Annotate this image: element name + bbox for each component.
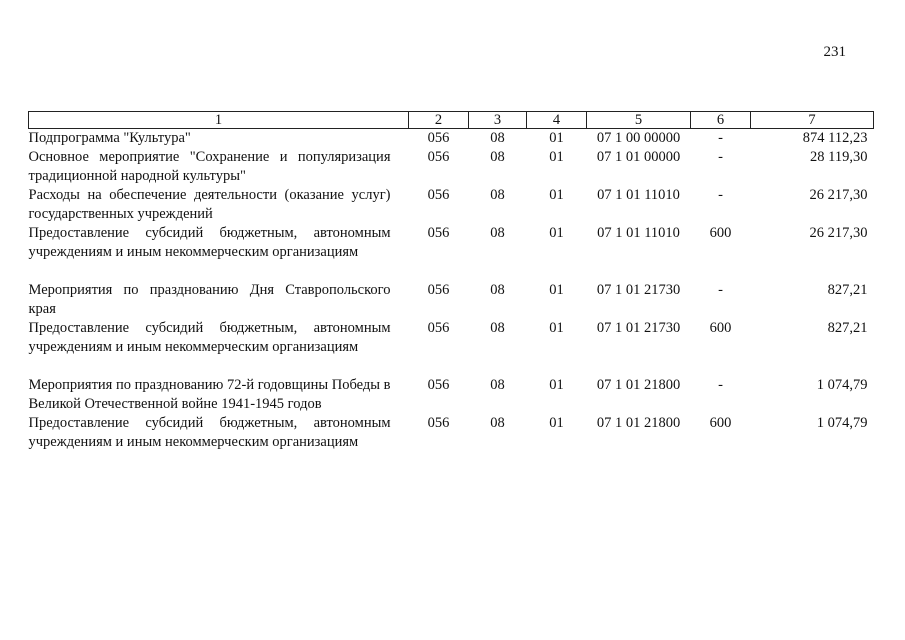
row-spacer	[29, 357, 874, 376]
row-section: 08	[490, 320, 505, 336]
row-subsection: 01	[549, 187, 564, 203]
row-section: 08	[490, 187, 505, 203]
table-row	[29, 376, 874, 414]
row-subsection: 01	[549, 377, 564, 393]
row-expense-type: -	[718, 130, 723, 146]
column-header-4: 4	[527, 112, 587, 129]
table-row	[29, 186, 874, 224]
row-subsection: 01	[549, 225, 564, 241]
row-target: 07 1 01 21800	[596, 415, 681, 431]
row-subsection: 01	[549, 130, 564, 146]
row-ministry: 056	[427, 377, 450, 393]
row-section: 08	[490, 225, 505, 241]
row-section: 08	[490, 282, 505, 298]
row-ministry: 056	[427, 187, 450, 203]
row-name: Предоставление субсидий бюджетным, автономным учреждениям и иным некоммерческим организациям	[28, 415, 391, 450]
row-amount: 26 217,30	[809, 187, 868, 203]
row-spacer	[29, 262, 874, 281]
row-expense-type: -	[718, 187, 723, 203]
row-expense-type: 600	[709, 320, 732, 336]
row-target: 07 1 01 21800	[596, 377, 681, 393]
column-header-1: 1	[29, 112, 409, 129]
row-expense-type: 600	[709, 415, 732, 431]
row-ministry: 056	[427, 282, 450, 298]
row-amount: 1 074,79	[816, 377, 868, 393]
row-name: Мероприятия по празднованию Дня Ставропольского края	[28, 282, 391, 317]
row-amount: 874 112,23	[802, 130, 868, 146]
row-ministry: 056	[427, 320, 450, 336]
row-amount: 827,21	[827, 320, 868, 336]
row-section: 08	[490, 149, 505, 165]
table-row	[29, 414, 874, 452]
row-subsection: 01	[549, 415, 564, 431]
row-subsection: 01	[549, 320, 564, 336]
row-name: Основное мероприятие "Сохранение и популяризация традиционной народной культуры"	[28, 149, 391, 184]
row-subsection: 01	[549, 149, 564, 165]
table-row	[29, 319, 874, 357]
row-name: Мероприятия по празднованию 72-й годовщины Победы в Великой Отечественной войне 1941-1945 годов	[28, 377, 391, 412]
row-target: 07 1 01 21730	[596, 282, 681, 298]
row-expense-type: 600	[709, 225, 732, 241]
row-name: Расходы на обеспечение деятельности (оказание услуг) государственных учреждений	[28, 187, 391, 222]
budget-table	[28, 111, 874, 452]
column-header-2: 2	[409, 112, 469, 129]
row-target: 07 1 01 11010	[597, 225, 680, 241]
row-section: 08	[490, 377, 505, 393]
row-amount: 26 217,30	[809, 225, 868, 241]
row-ministry: 056	[427, 130, 450, 146]
row-expense-type: -	[718, 282, 723, 298]
row-section: 08	[490, 415, 505, 431]
table-row	[29, 224, 874, 262]
row-ministry: 056	[427, 415, 450, 431]
row-subsection: 01	[549, 282, 564, 298]
row-amount: 1 074,79	[816, 415, 868, 431]
row-amount: 28 119,30	[810, 149, 868, 165]
column-header-5: 5	[587, 112, 691, 129]
table-row	[29, 281, 874, 319]
row-name: Предоставление субсидий бюджетным, автономным учреждениям и иным некоммерческим организациям	[28, 225, 391, 260]
row-name: Подпрограмма "Культура"	[28, 130, 191, 146]
column-header-7: 7	[751, 112, 874, 129]
column-header-3: 3	[469, 112, 527, 129]
table-header-row	[29, 112, 874, 129]
row-expense-type: -	[718, 377, 723, 393]
row-target: 07 1 01 21730	[596, 320, 681, 336]
table-row	[29, 148, 874, 186]
row-target: 07 1 00 00000	[596, 130, 681, 146]
row-target: 07 1 01 00000	[596, 149, 681, 165]
row-name: Предоставление субсидий бюджетным, автономным учреждениям и иным некоммерческим организациям	[28, 320, 391, 355]
row-ministry: 056	[427, 225, 450, 241]
page-number: 231	[823, 44, 846, 60]
row-amount: 827,21	[827, 282, 868, 298]
column-header-6: 6	[691, 112, 751, 129]
row-target: 07 1 01 11010	[597, 187, 680, 203]
row-expense-type: -	[718, 149, 723, 165]
row-ministry: 056	[427, 149, 450, 165]
table-row	[29, 129, 874, 149]
row-section: 08	[490, 130, 505, 146]
